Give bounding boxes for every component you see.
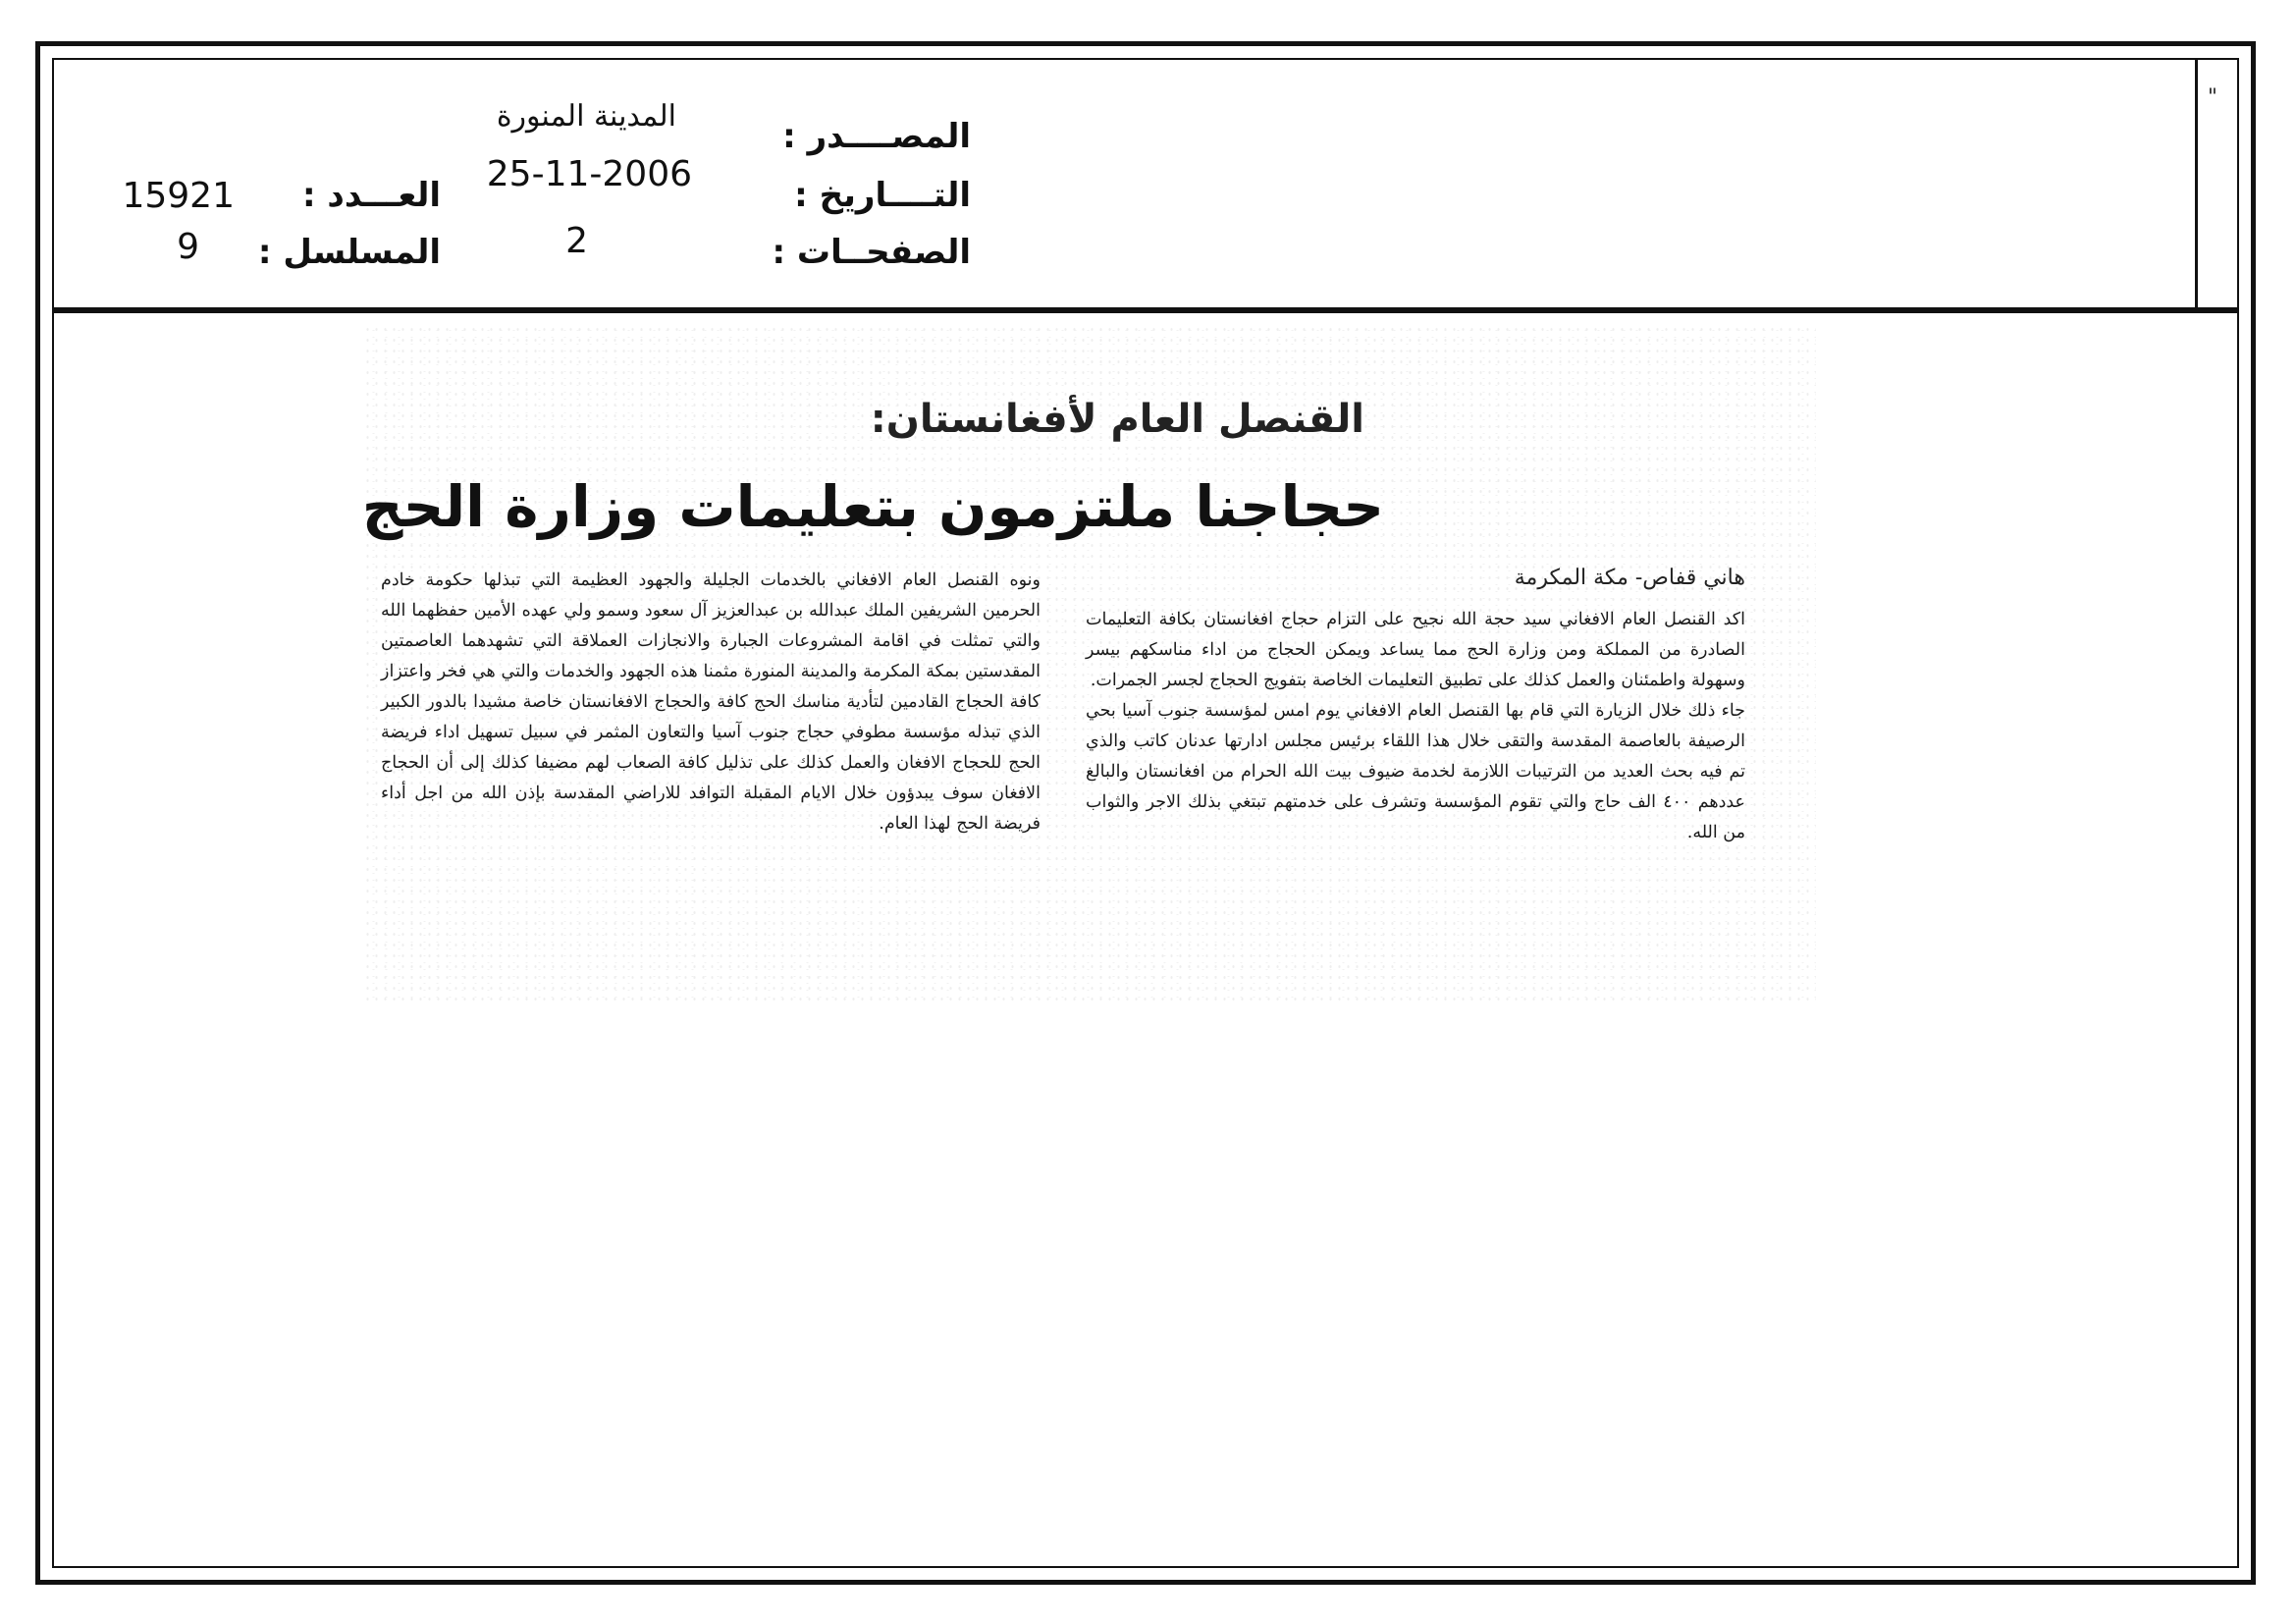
serial-value: 9 [177,227,199,267]
issue-value: 15921 [122,176,235,216]
date-value: 25-11-2006 [486,154,692,194]
date-label: التــــاريخ : [794,176,971,215]
serial-label: المسلسل : [257,233,441,272]
header-divider [54,307,2237,313]
issue-label: العـــدد : [302,176,441,215]
metadata-header [54,60,2237,307]
pages-value: 2 [565,221,588,261]
source-value: المدينة المنورة [496,99,676,134]
corner-mark: " [2207,85,2217,110]
header-vertical-rule [2195,60,2198,313]
source-label: المصــــدر : [782,117,971,156]
newspaper-clipping [363,324,1816,1001]
article-kicker: القنصل العام لأفغانستان: [870,397,1364,442]
paragraph: جاء ذلك خلال الزيارة التي قام بها القنصل العام الافغاني يوم امس لمؤسسة جنوب آسيا بحي الرصيفة بالعاصمة المقدسة والتقى خلال هذا اللقاء برئيس مجلس ادارتها عدنان كاتب والذي تم فيه بحث العديد من الترتيبات اللازمة لخدمة ضيوف بيت الله الحرام من افغانستان والبالغ عددهم ٤٠٠ الف حاج والتي تقوم المؤسسة وتشرف على خدمتهم تبتغي بذلك الاجر والثواب من الله. [1086,701,1746,842]
paragraph: ونوه القنصل العام الافغاني بالخدمات الجليلة والجهود العظيمة التي تبذلها حكومة خادم الحرمين الشريفين الملك عبدالله بن عبدالعزيز آل سعود وسمو ولي عهده الأمين حفظهما الله والتي تمثلت في اقامة المشروعات الجبارة والانجازات العملاقة التي تشهدهما العاصمتين المقدستين بمكة المكرمة والمدينة المنورة مثمنا هذه الجهود والخدمات والتي هي فخر واعتزاز كافة الحجاج القادمين لتأدية مناسك الحج كافة والحجاج الافغانستان خاصة مشيدا بالدور الكبير الذي تبذله مؤسسة مطوفي حجاج جنوب آسيا والتعاون المثمر في سبيل تسهيل اداء فريضة الحج للحجاج الافغان والعمل كذلك على تذليل كافة الصعاب لهم مضيفا كذلك إلى أن الحجاج الافغان سوف يبدؤون خلال الايام المقبلة التوافد للاراضي المقدسة بإذن الله من اجل أداء فريضة الحج لهذا العام. [381,570,1041,834]
article-headline: حجاجنا ملتزمون بتعليمات وزارة الحج [361,473,1384,540]
article-column-left [381,566,1041,839]
pages-label: الصفحــات : [772,233,971,272]
article-column-right [1086,605,1745,848]
article-byline: هاني قفاص- مكة المكرمة [1514,566,1745,590]
paragraph: اكد القنصل العام الافغاني سيد حجة الله نجيح على التزام حجاج افغانستان بكافة التعليمات الصادرة من المملكة ومن وزارة الحج مما يساعد ويمكن الحجاج من اداء مناسكهم بيسر وسهولة واطمئنان والعمل كذلك على تطبيق التعليمات الخاصة بتفويج الحجاج لجسر الجمرات. [1086,610,1745,690]
